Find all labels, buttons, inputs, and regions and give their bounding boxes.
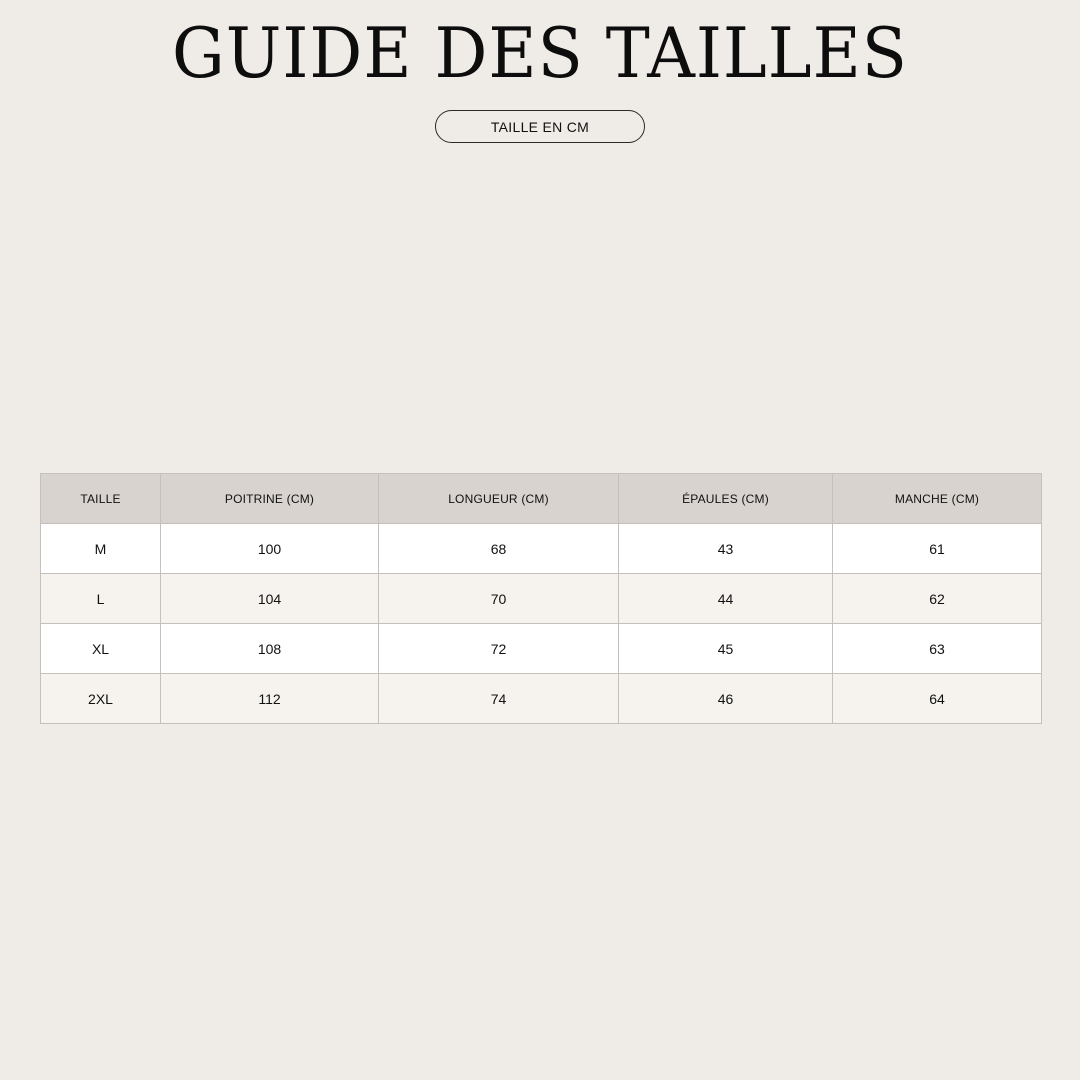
cell-size: XL [41, 624, 161, 674]
cell-size: 2XL [41, 674, 161, 724]
table-row [41, 674, 1042, 724]
cell-size: L [41, 574, 161, 624]
cell-longueur: 74 [379, 674, 619, 724]
column-header-taille: TAILLE [41, 474, 161, 524]
cell-poitrine: 100 [161, 524, 379, 574]
unit-badge [435, 110, 645, 143]
cell-epaules: 44 [619, 574, 833, 624]
cell-manche: 61 [833, 524, 1042, 574]
cell-manche: 62 [833, 574, 1042, 624]
unit-badge-label: TAILLE EN CM [490, 118, 590, 135]
cell-size: M [41, 524, 161, 574]
column-header-epaules: ÉPAULES (CM) [619, 474, 833, 524]
cell-epaules: 43 [619, 524, 833, 574]
cell-epaules: 46 [619, 674, 833, 724]
page-title: GUIDE DES TAILLES [172, 13, 908, 94]
cell-manche: 63 [833, 624, 1042, 674]
table-row [41, 524, 1042, 574]
cell-poitrine: 112 [161, 674, 379, 724]
size-table [40, 473, 1042, 724]
cell-epaules: 45 [619, 624, 833, 674]
table-row [41, 574, 1042, 624]
cell-poitrine: 108 [161, 624, 379, 674]
column-header-manche: MANCHE (CM) [833, 474, 1042, 524]
cell-poitrine: 104 [161, 574, 379, 624]
table-row [41, 624, 1042, 674]
column-header-poitrine: POITRINE (CM) [161, 474, 379, 524]
cell-longueur: 72 [379, 624, 619, 674]
table-header-row [41, 474, 1042, 524]
cell-longueur: 68 [379, 524, 619, 574]
cell-longueur: 70 [379, 574, 619, 624]
column-header-longueur: LONGUEUR (CM) [379, 474, 619, 524]
cell-manche: 64 [833, 674, 1042, 724]
